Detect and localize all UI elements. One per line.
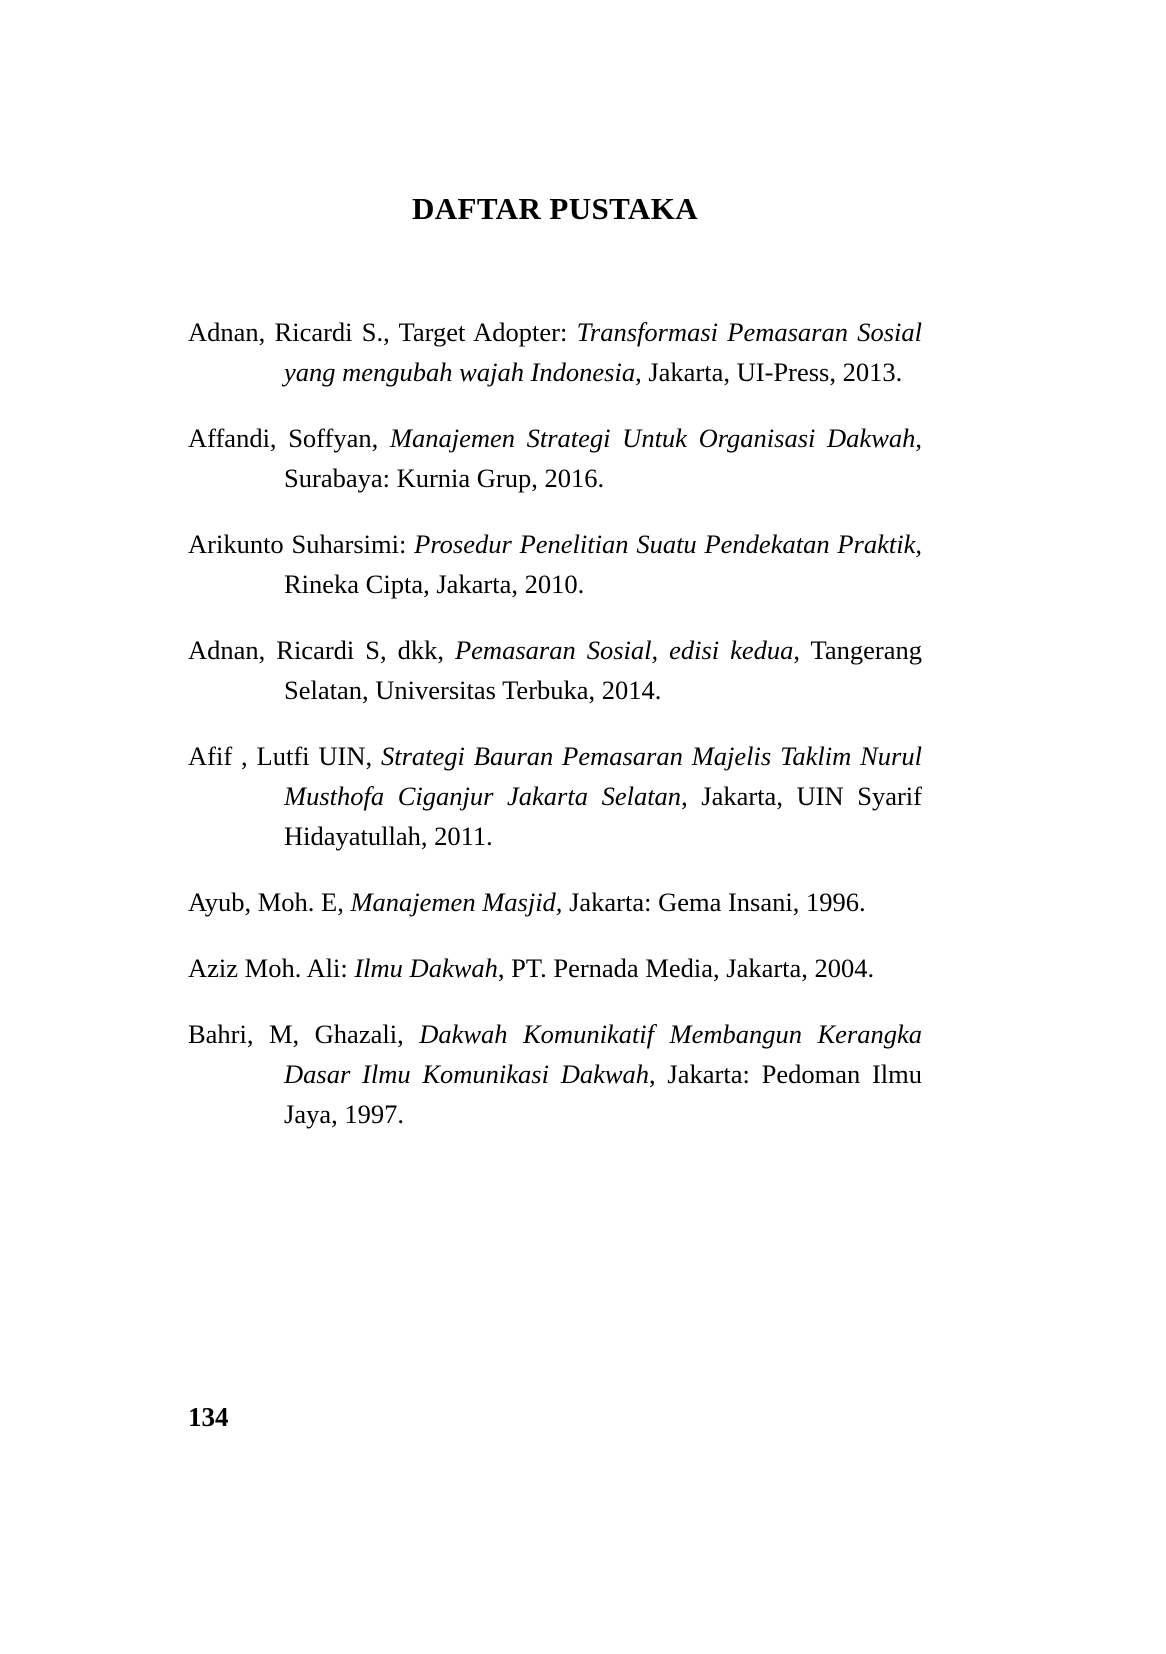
bibliography-entry [188, 948, 922, 988]
entry-author: Arikunto Suharsimi: [188, 529, 415, 560]
entry-publication: , Surabaya: Kurnia Grup, 2016. [284, 423, 922, 494]
page-content [188, 0, 922, 1134]
entry-title: Manajemen Masjid, [350, 887, 563, 918]
bibliography-list [188, 226, 922, 1134]
bibliography-entry [188, 1014, 922, 1134]
entry-title: Ilmu Dakwah [354, 953, 498, 984]
entry-publication: Rineka Cipta, Jakarta, 2010. [284, 569, 585, 600]
entry-title: Prosedur Penelitian Suatu Pendekatan Praktik, [414, 529, 922, 560]
bibliography-entry [188, 418, 922, 498]
entry-title: Transformasi Pemasaran Sosial yang mengubah wajah Indonesia [284, 317, 923, 388]
entry-title: Strategi Bauran Pemasaran Majelis Taklim Nurul Musthofa Ciganjur Jakarta Selatan [284, 741, 922, 812]
entry-publication: Jakarta: Gema Insani, 1996. [562, 887, 866, 918]
entry-author: Ayub, Moh. E, [188, 887, 351, 918]
entry-publication: , Tangerang Selatan, Universitas Terbuka, 2014. [284, 635, 923, 706]
entry-author: Afif , Lutfi UIN, [188, 741, 381, 772]
entry-publication: , PT. Pernada Media, Jakarta, 2004. [497, 953, 875, 984]
bibliography-entry [188, 630, 922, 710]
entry-author: Bahri, M, Ghazali, [188, 1019, 420, 1050]
page-title: DAFTAR PUSTAKA [411, 191, 699, 226]
bibliography-entry [188, 736, 922, 856]
bibliography-entry [188, 312, 922, 392]
entry-publication: , Jakarta, UI-Press, 2013. [635, 357, 903, 388]
entry-publication: , Jakarta: Pedoman Ilmu Jaya, 1997. [284, 1059, 923, 1130]
entry-author: Affandi, Soffyan, [188, 423, 390, 454]
entry-author: Adnan, Ricardi S, dkk, [188, 635, 455, 666]
entry-author: Aziz Moh. Ali: [188, 953, 355, 984]
entry-title: Dakwah Komunikatif Membangun Kerangka Dasar Ilmu Komunikasi Dakwah [284, 1019, 922, 1090]
bibliography-entry [188, 524, 922, 604]
bibliography-entry [188, 882, 922, 922]
entry-title: Pemasaran Sosial, edisi kedua [454, 635, 794, 666]
page-number: 134 [188, 1402, 229, 1432]
entry-author: Adnan, Ricardi S., Target Adopter: [188, 317, 577, 348]
entry-publication: , Jakarta, UIN Syarif Hidayatullah, 2011. [284, 781, 922, 852]
entry-title: Manajemen Strategi Untuk Organisasi Dakwah [389, 423, 916, 454]
